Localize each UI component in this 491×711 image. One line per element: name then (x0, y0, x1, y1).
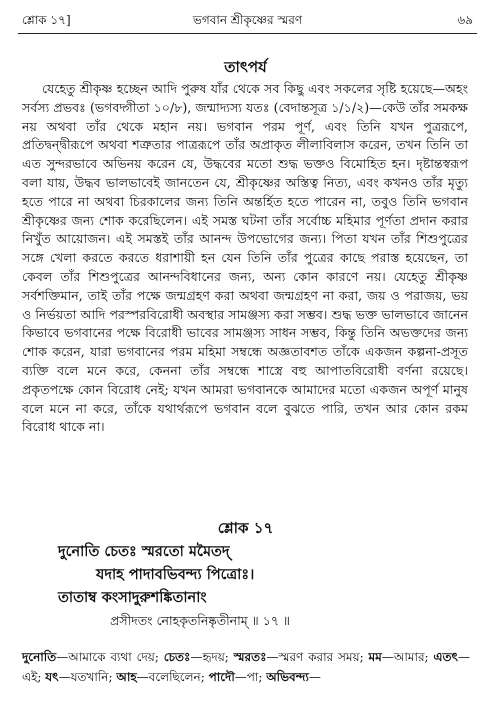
synonym-meaning: আমার; (393, 650, 429, 664)
verse-line: তাতাম্ব কংসাদুরুশঙ্কিতানাং (58, 589, 207, 606)
page-number: ৬৯ (457, 13, 473, 27)
verse-line: যদাহ পাদাবভিবন্দ্য পিত্রোঃ। (96, 566, 255, 583)
synonym-term: পাদৌ (208, 670, 235, 684)
synonym-term: অভিবন্দ্য (266, 670, 309, 684)
synonym-meaning: এই; (22, 670, 42, 684)
word-meanings: দুনোতি—আমাকে ব্যথা দেয়; চেতঃ—হৃদয়; স্মরতঃ—স্মরণ করার সময়; মম—আমার; এতৎ—এই; যৎ—যতখানি; আহ—বলেছিলেন; পাদৌ—পা; অভিবন্দ্য— (22, 650, 470, 684)
synonym-meaning: আমাকে ব্যথা দেয়; (68, 650, 159, 664)
purport-paragraph: যেহেতু শ্রীকৃষ্ণ হচ্ছেন আদি পুরুষ যাঁর থেকে সব কিছু এবং সকলের সৃষ্টি হয়েছে—অহং সর্বস্য প্রভবঃ (ভগবদ্গীতা ১০/৮), জন্মাদ্যস্য যতঃ (বেদান্তসূত্র ১/১/২)—কেউ তাঁর সমকক্ষ নয় অথবা তাঁর থেকে মহান নয়। ভগবান পরম পূর্ণ, এবং তিনি যখন পুত্ররূপে, প্রতিদ্বন্দ্বীরূপে অথবা শত্রুতার পাত্ররূপে তাঁর অপ্রাকৃত লীলাবিলাস করেন, তখন তিনি তা এত সুন্দরভাবে অভিনয় করেন যে, উদ্ধবের মতো শুদ্ধ ভক্তও বিমোহিত হন। দৃষ্টান্তস্বরূপ বলা যায়, উদ্ধব ভালভাবেই জানতেন যে, শ্রীকৃষ্ণের অস্তিত্ব নিত্য, এবং কখনও তাঁর মৃত্যু হতে পারে না অথবা চিরকালের জন্য তিনি অন্তর্হিত হতে পারেন না, তবুও তিনি ভগবান শ্রীকৃষ্ণের জন্য শোক করেছিলেন। এই সমস্ত ঘটনা তাঁর সর্বোচ্চ মহিমার পূর্ণতা প্রদান করার নিখুঁত আয়োজন। এই সমস্তই তাঁর আনন্দ উপভোগের জন্য। পিতা যখন তাঁর শিশুপুত্রের সঙ্গে খেলা করতে করতে ধরাশায়ী হন যেন তিনি তাঁর পুত্রের কাছে পরাস্ত হয়েছেন, তা কেবল তাঁর শিশুপুত্রের আনন্দবিধানের জন্য, অন্য কোন কারণে নয়। যেহেতু শ্রীকৃষ্ণ সর্বশক্তিমান, তাই তাঁর পক্ষে জন্মগ্রহণ করা অথবা জন্মগ্রহণ না করা, জয় ও পরাজয়, ভয় ও নির্ভয়তা আদি পরস্পরবিরোধী অবস্থার সামঞ্জস্য করা সম্ভব। শুদ্ধ ভক্ত ভালভাবে জানেন কিভাবে ভগবানের পক্ষে বিরোধী ভাবের সামঞ্জস্য সাধন সম্ভব, কিন্তু তিনি অভক্তদের জন্য শোক করেন, যারা ভগবানের পরম মহিমা সম্বন্ধে অজ্ঞতাবশত তাঁকে একজন কল্পনা-প্রসূত ব্যক্তি বলে মনে করে, কেননা তাঁর সম্বন্ধে শাস্ত্রে বহু আপাতবিরোধী বর্ণনা রয়েছে। প্রকৃতপক্ষে কোন বিরোধ নেই; যখন আমরা ভগবানকে আমাদের মতো একজন অপূর্ণ মানুষ বলে মনে না করে, তাঁকে যথার্থরূপে ভগবান বলে বুঝতে পারি, তখন আর কোন রকম বিরোধ থাকে না। (22, 81, 468, 435)
verse-heading: শ্লোক ১৭ (217, 519, 274, 537)
verse-block (58, 540, 458, 632)
header-divider (18, 33, 477, 34)
synonym-term: দুনোতি (22, 650, 57, 664)
purport-heading: তাৎপর্য (224, 58, 267, 76)
synonym-term: চেতঃ (163, 650, 191, 664)
synonym-meaning: স্মরণ করার সময়; (278, 650, 364, 664)
synonym-meaning: বলেছিলেন; (148, 670, 205, 684)
synonym-term: স্মরতঃ (233, 650, 267, 664)
synonym-meaning: যতখানি; (70, 670, 113, 684)
purport-text (22, 80, 468, 437)
synonym-term: মম (368, 650, 382, 664)
synonym-term: এতৎ (433, 650, 458, 664)
verse-line: প্রসীদতং নোহকৃতনিষ্কৃতীনাম্ ॥ ১৭ ॥ (110, 613, 290, 628)
synonym-meaning: পা; (246, 670, 263, 684)
chapter-title: ভগবান শ্রীকৃষ্ণের স্মরণ (192, 13, 303, 27)
synonym-term: আহ (116, 670, 137, 684)
verse-line: দুনোতি চেতঃ স্মরতো মমৈতদ্ (58, 543, 230, 560)
running-header (22, 12, 473, 32)
verse-reference: শ্লোক ১৭] (22, 13, 71, 27)
synonym-meaning: হৃদয়; (202, 650, 229, 664)
synonym-term: যৎ (45, 670, 59, 684)
